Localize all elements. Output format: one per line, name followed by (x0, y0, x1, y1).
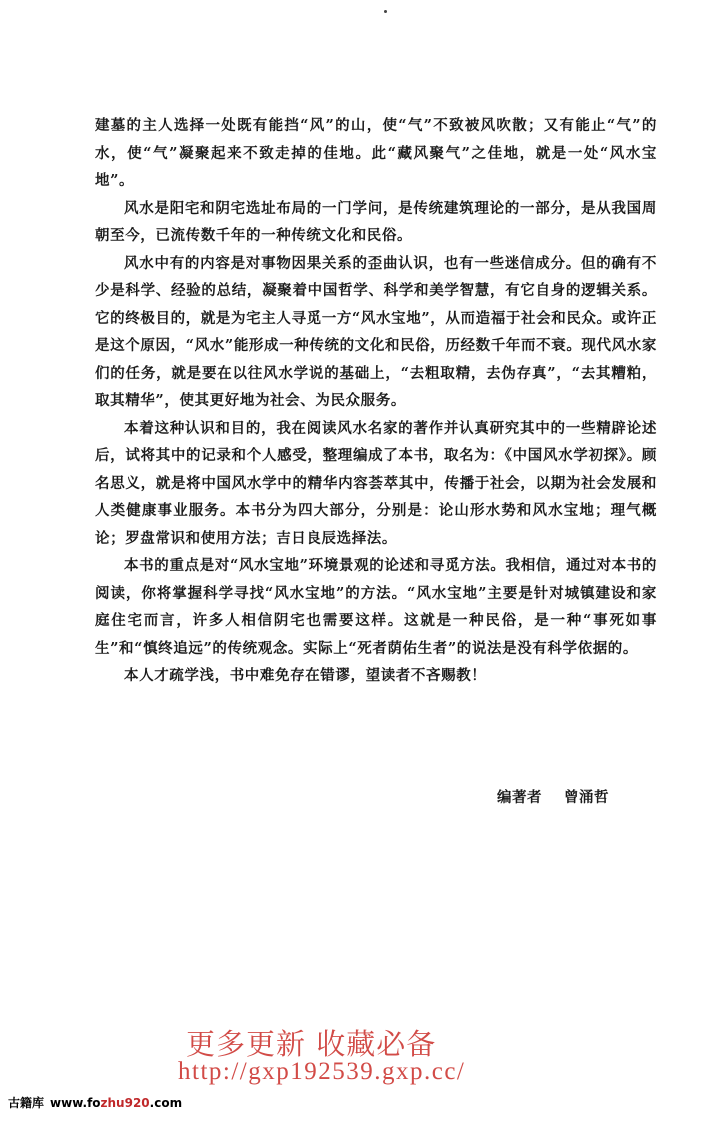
footer-url-prefix: www.fo (50, 1096, 101, 1110)
paragraph-continuation: 建墓的主人选择一处既有能挡“风”的山，使“气”不致被风吹散；又有能止“气”的水，使“气”凝聚起来不致走掉的佳地。此“藏风聚气”之佳地，就是一处“风水宝地”。 (95, 117, 657, 189)
paragraph-book-purpose: 本着这种认识和目的，我在阅读风水名家的著作并认真研究其中的一些精辟论述后，试将其中的记录和个人感受，整理编成了本书，取名为：《中国风水学初探》。顾名思义，就是将中国风水学中的精华内容荟萃其中，传播于社会，以期为社会发展和人类健康事业服务。本书分为四大部分，分别是：论山形水势和风水宝地；理气概论；罗盘常识和使用方法；吉日良辰选择法。 (95, 419, 657, 547)
author-signature (497, 786, 609, 807)
paragraph-fengshui-definition: 风水是阳宅和阴宅选址布局的一门学问，是传统建筑理论的一部分，是从我国周朝至今，已流传数千年的一种传统文化和民俗。 (95, 199, 657, 244)
paragraph-closing: 本人才疏学浅，书中难免存在错谬，望读者不吝赐教！ (124, 667, 487, 684)
author-role: 编著者 (497, 790, 542, 806)
footer-site-name: 古籍库 (8, 1096, 45, 1110)
watermark-url: http://gxp192539.gxp.cc/ (178, 1058, 466, 1085)
author-name: 曾涌哲 (564, 790, 609, 806)
paragraph-book-focus: 本书的重点是对“风水宝地”环境景观的论述和寻觅方法。我相信，通过对本书的阅读，你将掌握科学寻找“风水宝地”的方法。“风水宝地”主要是针对城镇建设和家庭住宅而言，许多人相信阴宅也需要这样。这就是一种民俗，是一种“事死如事生”和“慎终追远”的传统观念。实际上“死者荫佑生者”的说法是没有科学依据的。 (95, 557, 657, 657)
footer-site-credit (8, 1094, 182, 1111)
watermark-title: 更多更新 收藏必备 (186, 1027, 437, 1061)
scan-dot (384, 10, 387, 13)
footer-url-suffix: .com (149, 1096, 183, 1110)
page-body (95, 112, 657, 690)
paragraph-fengshui-content: 风水中有的内容是对事物因果关系的歪曲认识，也有一些迷信成分。但的确有不少是科学、经验的总结，凝聚着中国哲学、科学和美学智慧，有它自身的逻辑关系。它的终极目的，就是为宅主人寻觅一方“风水宝地”，从而造福于社会和民众。或许正是这个原因，“风水”能形成一种传统的文化和民俗，历经数千年而不衰。现代风水家们的任务，就是要在以往风水学说的基础上，“去粗取精，去伪存真”，“去其糟粕，取其精华”，使其更好地为社会、为民众服务。 (95, 254, 657, 409)
footer-url-middle: zhu920 (100, 1096, 150, 1110)
